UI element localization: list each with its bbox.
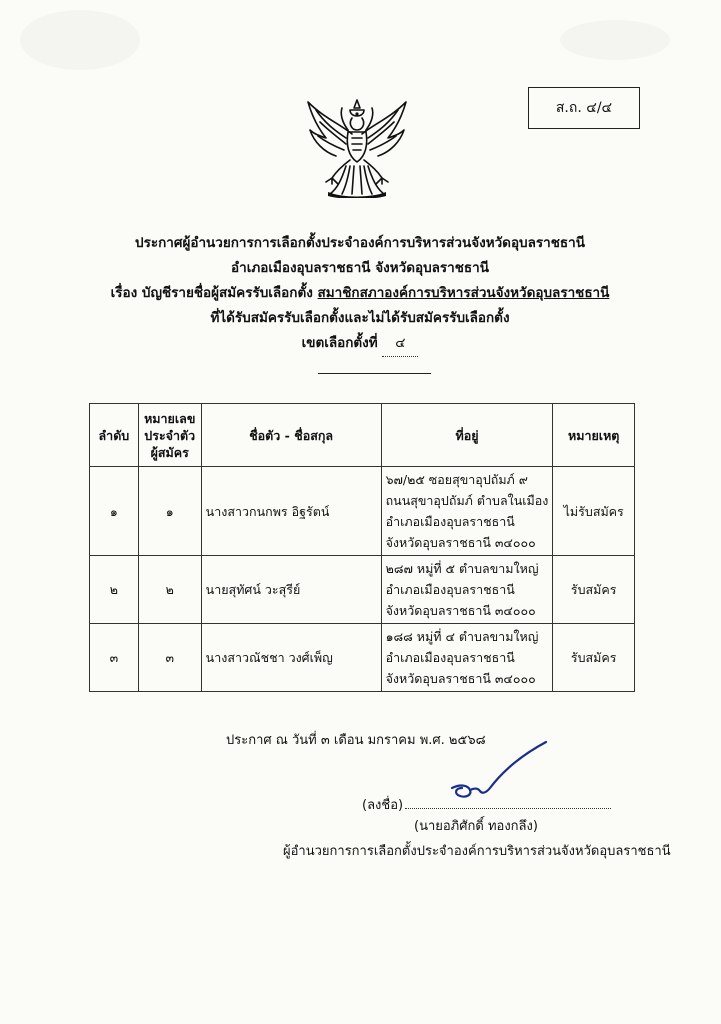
garuda-emblem [302,94,412,198]
cell-note: รับสมัคร [553,556,635,624]
scan-stain [20,10,140,70]
cell-application-number: ๑ [138,467,201,556]
table-header-row [90,404,635,467]
heading-line-4: ที่ได้รับสมัครรับเลือกตั้งและไม่ได้รับสมัครรับเลือกตั้ง [210,310,510,326]
header-address: ที่อยู่ [381,404,553,467]
heading-line-3 [60,281,660,306]
signature-line [362,794,611,815]
handwritten-signature [440,738,555,800]
cell-address [381,624,553,692]
address-line: อำเภอเมืองอุบลราชธานี [385,514,515,529]
candidate-table [89,403,635,692]
cell-note: ไม่รับสมัคร [553,467,635,556]
district-label: เขตเลือกตั้งที่ [301,335,378,351]
table-row [90,556,635,624]
heading-subject-prefix: เรื่อง บัญชีรายชื่อผู้สมัครรับเลือกตั้ง [110,285,318,301]
header-app-no-line-2: ประจำตัว [144,427,196,443]
header-name: ชื่อตัว - ชื่อสกุล [201,404,381,467]
header-app-no-line-3: ผู้สมัคร [150,444,189,460]
signature-dotted-line [405,796,611,809]
heading-district [60,331,660,357]
cell-application-number: ๓ [138,624,201,692]
cell-application-number: ๒ [138,556,201,624]
heading-line-2: อำเภอเมืองอุบลราชธานี จังหวัดอุบลราชธานี [231,260,489,276]
signer-name: (นายอภิศักดิ์ ทองกลึง) [414,819,538,834]
heading-separator [318,373,431,374]
header-application-number [138,404,201,467]
announcement-heading [60,231,660,357]
form-code: ส.ถ. ๔/๔ [555,100,613,116]
address-line: ๖๗/๒๕ ซอยสุขาอุปถัมภ์ ๙ [385,472,528,487]
table-row [90,467,635,556]
heading-line-1: ประกาศผู้อำนวยการการเลือกตั้งประจำองค์การบริหารส่วนจังหวัดอุบลราชธานี [135,235,585,251]
cell-no: ๓ [90,624,139,692]
address-line: ๑๘๘ หมู่ที่ ๔ ตำบลขามใหญ่ [385,629,539,644]
header-app-no-line-1: หมายเลข [144,410,196,426]
table-row [90,624,635,692]
header-note: หมายเหตุ [553,404,635,467]
cell-no: ๑ [90,467,139,556]
cell-no: ๒ [90,556,139,624]
signer-title: ผู้อำนวยการการเลือกตั้งประจำองค์การบริหารส่วนจังหวัดอุบลราชธานี [283,844,671,859]
cell-name: นางสาวกนกพร อิฐรัตน์ [201,467,381,556]
cell-name: นายสุทัศน์ วะสุรีย์ [201,556,381,624]
cell-address [381,467,553,556]
address-line: อำเภอเมืองอุบลราชธานี [385,582,515,597]
district-number: ๔ [382,331,418,357]
announcement-date: ประกาศ ณ วันที่ ๓ เดือน มกราคม พ.ศ. ๒๕๖๘ [226,733,486,748]
cell-name: นางสาวณัชชา วงศ์เพ็ญ [201,624,381,692]
heading-subject-underlined: สมาชิกสภาองค์การบริหารส่วนจังหวัดอุบลราชธานี [317,285,610,301]
header-no: ลำดับ [90,404,139,467]
cell-note: รับสมัคร [553,624,635,692]
sign-label: (ลงชื่อ) [362,798,404,813]
cell-address [381,556,553,624]
scan-stain [560,20,670,60]
address-line: จังหวัดอุบลราชธานี ๓๔๐๐๐ [385,671,536,686]
address-line: ถนนสุขาอุปถัมภ์ ตำบลในเมือง [385,493,549,508]
address-line: จังหวัดอุบลราชธานี ๓๔๐๐๐ [385,535,536,550]
form-code-box [528,87,640,129]
address-line: อำเภอเมืองอุบลราชธานี [385,650,515,665]
address-line: ๒๘๗ หมู่ที่ ๕ ตำบลขามใหญ่ [385,561,539,576]
address-line: จังหวัดอุบลราชธานี ๓๔๐๐๐ [385,603,536,618]
